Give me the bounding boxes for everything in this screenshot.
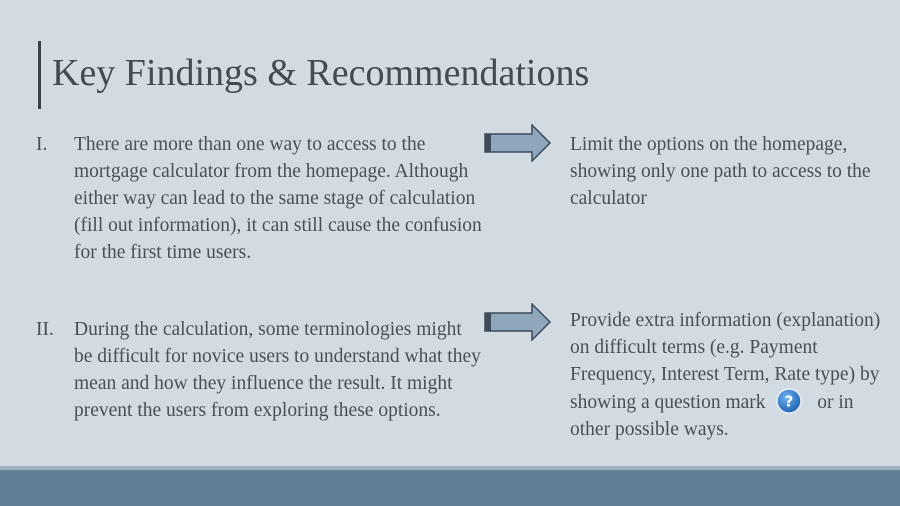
finding-number: I. [36,134,48,155]
recommendation-text-continued: or in other possible ways. [570,392,854,440]
recommendation-text: Limit the options on the homepage, showing only one path to access to the calculator [570,134,871,209]
title-accent-bar [38,41,41,109]
finding-text: During the calculation, some terminologies might be difficult for novice users to understand what they mean and how they influence the result. It might prevent the users from exploring these options. [74,319,481,421]
recommendation-item-2 [570,307,890,443]
help-icon-glyph: ? [785,392,794,411]
recommendation-item-1 [570,131,890,212]
finding-number: II. [36,319,54,340]
slide-title: Key Findings & Recommendations [52,52,590,94]
right-arrow-icon [484,124,552,162]
question-mark-icon [776,388,802,414]
footer-band [0,470,900,506]
finding-item-1 [36,131,482,266]
right-arrow-icon [484,303,552,341]
finding-text: There are more than one way to access to the mortgage calculator from the homepage. Although either way can lead to the same stage of calculation (fill out information), it can still cause the confusion for the first time users. [74,134,482,263]
recommendation-text: Provide extra information (explanation) on difficult terms (e.g. Payment Frequency, Interest Term, Rate type) by showing a question mark [570,310,881,413]
finding-item-2 [36,316,482,424]
